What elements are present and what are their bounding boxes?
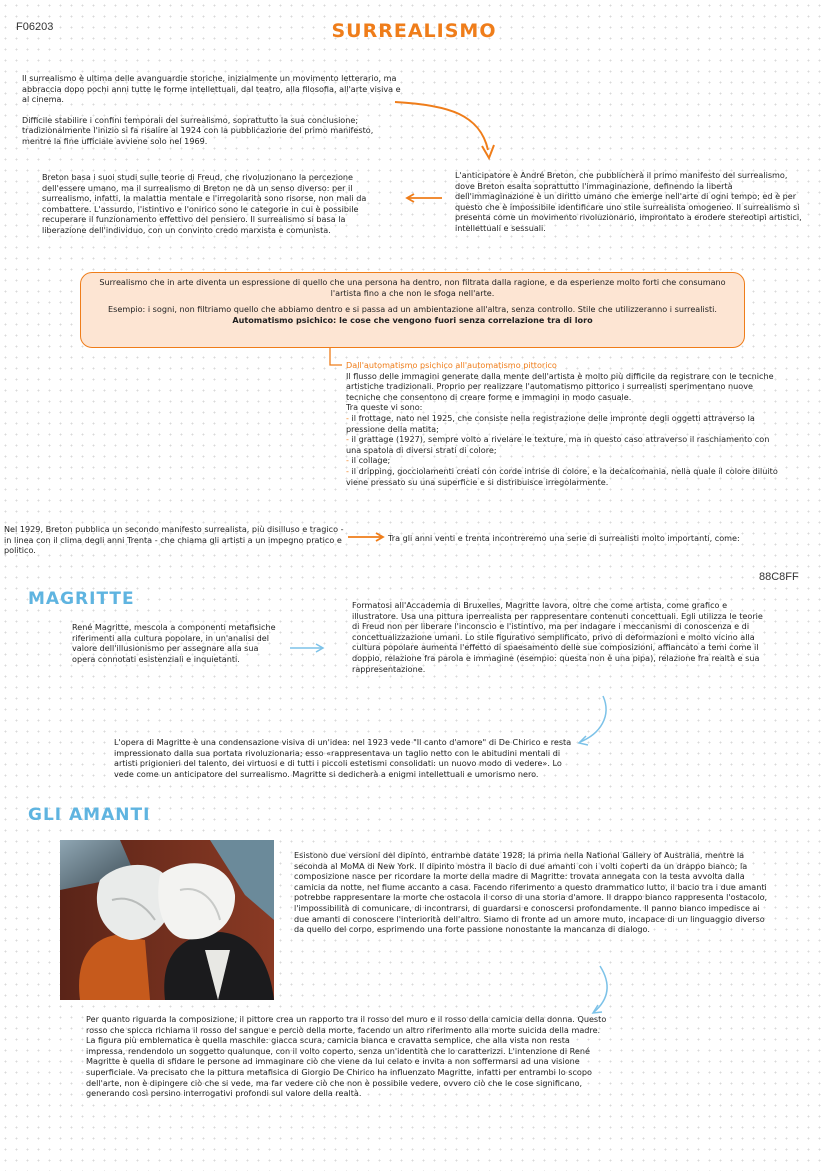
breton-anticipatore: [455, 170, 805, 234]
intro-paragraph-2: Difficile stabilire i confini temporali del surrealismo, soprattutto la sua conclusione; tradizionalmente l'inizio si fa risalire al 1924 con la pubblicazione del primo manifesto, mentre la fine ufficiale avviene solo nel 1969.: [22, 114, 374, 146]
amanti-bottom-text: Per quanto riguarda la composizione, il pittore crea un rapporto tra il rosso del muro e il rosso della camicia della donna. Questo rosso che spicca richiama il rosso del sangue e perciò della morte, facendo un altro riferimento alla morte suicida della madre. La figura più emblematica è quella maschile: giacca scura, camicia bianca e cravatta semplice, che alla vista non resta impressa, rendendolo un soggetto qualunque, con il volto coperto, senza un'identità che lo caratterizzi. L'intenzione di René Magritte è quella di sfidare le persone ad immaginare ciò che viene da lui celato e invita a non soffermarsi ad una visione superficiale. Va precisato che la pittura metafisica di Giorgio De Chirico ha influenzato Magritte, infatti per entrambi lo scopo dell'arte, non è dipingere ciò che si vede, ma far vedere ciò che non è possibile vedere, ovvero ciò che le cose significano, generando così persino interrogativi profondi sul valore della realtà.: [86, 1014, 607, 1099]
page-title: SURREALISMO: [331, 20, 497, 42]
intro-paragraph-1: Il surrealismo è ultima delle avanguardie storiche, inizialmente un movimento letterario, ma abbraccia dopo pochi anni tutte le forme intellettuali, dal teatro, alla filosofia, all'arte visiva e al cinema.: [22, 73, 401, 105]
gli-amanti-painting: [60, 840, 274, 1000]
automatismo-list-intro: Tra queste vi sono:: [346, 402, 423, 413]
surrealismo-definition-box: [80, 272, 745, 348]
automatismo-section: [346, 360, 781, 487]
magritte-left-text: René Magritte, mescola a componenti metafisiche riferimenti alla cultura popolare, in un'analisi del valore dell'illusionismo per assegnare alla sua opera connotati esistenziali e inquietanti.: [72, 622, 276, 664]
box-line-2: Esempio: i sogni, non filtriamo quello che abbiamo dentro e si passa ad un ambientazione all'altra, senza controllo. Stile che utilizzeranno i surrealisti.: [108, 304, 717, 315]
automatismo-heading: Dall'automatismo psichico all'automatismo pittorico: [346, 360, 557, 370]
box-line-1: Surrealismo che in arte diventa un espressione di quello che una persona ha dentro, non filtrata dalla ragione, e da esperienze molto forti che consumano l'artista fino a che non le sfoga nell'arte.: [99, 277, 726, 298]
amanti-right-text: Esistono due versioni del dipinto, entrambe datate 1928; la prima nella National Gallery of Australia, mentre la seconda al MoMA di New York. Il dipinto mostra il bacio di due amanti con i volti coperti da un drappo bianco; la composizione nasce per ricordare la morte della madre di Magritte: trovata annegata con la testa avvolta dalla camicia da notte, nel fiume accanto a casa. Facendo riferimento a questo drammatico lutto, il bacio tra i due amanti potrebbe rappresentare la morte che ostacola il corso di una storia d'amore. Il drappo bianco rappresenta l'ostacolo, l'impossibilità di comunicare, di incontrarsi, di guardarsi e conoscersi profondamente. Il panno bianco impedisce ai due amanti di conoscere l'interiorità dell'altro. Siamo di fronte ad un amore muto, incapace di un linguaggio diverso da quello del corpo, esprimendo una forte passione nonostante la mancanza di dialogo.: [294, 850, 768, 935]
amanti-title: GLI AMANTI: [28, 805, 151, 825]
box-line-3: Automatismo psichico: le cose che vengono fuori senza correlazione tra di loro: [232, 314, 593, 325]
magritte-right-text: Formatosi all'Accademia di Bruxelles, Magritte lavora, oltre che come artista, come grafico e illustratore. Usa una pittura iperrealista per rappresentare contenuti concettuali. Egli utilizza le teorie di Freud non per liberare l'inconscio e l'istintivo, ma per indagare i meccanismi di conoscenza e di concettualizzazione umani. Lo stile figurativo semplificato, privo di deformazioni e molto vicino alla cultura popolare aumenta l'effetto di spaesamento delle sue composizioni, affiancato a temi come il doppio, relazione fra parola e immagine (esempio: questa non è una pipa), relazione fra realtà e sua rappresentazione.: [352, 600, 763, 674]
anni-venti-text: Tra gli anni venti e trenta incontreremo una serie di surrealisti molto importanti, come:: [388, 533, 740, 543]
breton-right-text: L'anticipatore è André Breton, che pubblicherà il primo manifesto del surrealismo, dove Breton esalta soprattutto l'immaginazione, definendo la libertà dell'immaginazione è un diritto umano che emerge nell'arte di ogni tempo; ed è per questo che è impossibile identificare uno stile surrealista omogeneo. Il surrealismo si presenta come un movimento rivoluzionario, improntato a erodere stereotipi artistici, intellettuali e sessuali.: [455, 170, 802, 233]
manifesto-1929-text: Nel 1929, Breton pubblica un secondo manifesto surrealista, più disilluso e tragico - in linea con il clima degli anni Trenta - che chiama gli artisti a un impegno pratico e politico.: [4, 524, 344, 556]
technique-item: - il grattage (1927), sempre volto a rivelare le texture, ma in questo caso attraverso il raschiamento con una spatola di diversi strati di colore;: [346, 434, 770, 455]
technique-item: - il dripping, gocciolamenti creati con corde intrise di colore, e la decalcomania, nella quale il colore diluito viene pressato su una superficie e si distribuisce irregolarmente.: [346, 465, 778, 487]
automatismo-paragraph: Il flusso delle immagini generate dalla mente dell'artista è molto più difficile da registrare con le tecniche artistiche tradizionali. Proprio per realizzare l'automatismo pittorico i surrealisti sperimentano nuove tecniche che consentono di creare forme e immagini in modo casuale.: [346, 370, 774, 402]
magritte-opera-text: L'opera di Magritte è una condensazione visiva di un'idea: nel 1923 vede "Il canto d'amore" di De Chirico e resta impressionato dalla sua portata rivoluzionaria; esso «rappresentava un taglio netto con le abitudini mentali di artisti prigionieri del talento, dei virtuosi e di tutti i piccoli estetismi consolidati: un nuovo modo di vedere». Lo vede come un anticipatore del surrealismo. Magritte si dedicherà a enigmi intellettuali e umorismo nero.: [114, 737, 572, 779]
technique-item: - il collage;: [346, 455, 391, 466]
intro-section: [22, 73, 402, 147]
breton-left-text: Breton basa i suoi studi sulle teorie di Freud, che rivoluzionano la percezione dell'essere umano, ma il surrealismo di Breton ne dà un senso diverso: per il surrealismo, infatti, la malattia mentale e l'irregolarità sono risorse, non mali da combattere. L'assurdo, l'istintivo e l'onirico sono le categorie in cui è possibile recuperare il funzionamento effettivo del pensiero. Il surrealismo si basa la liberazione dell'individuo, con un convinto credo marxista e comunista.: [42, 172, 367, 235]
magritte-title: MAGRITTE: [28, 589, 135, 609]
technique-item: - il frottage, nato nel 1925, che consiste nella registrazione delle impronte degli oggetti attraverso la pressione della matita;: [346, 412, 755, 434]
page-code-2: 88C8FF: [759, 571, 799, 583]
manifesto-1929: [4, 524, 344, 556]
breton-freud: [42, 172, 377, 236]
document-code: F06203: [16, 21, 54, 33]
